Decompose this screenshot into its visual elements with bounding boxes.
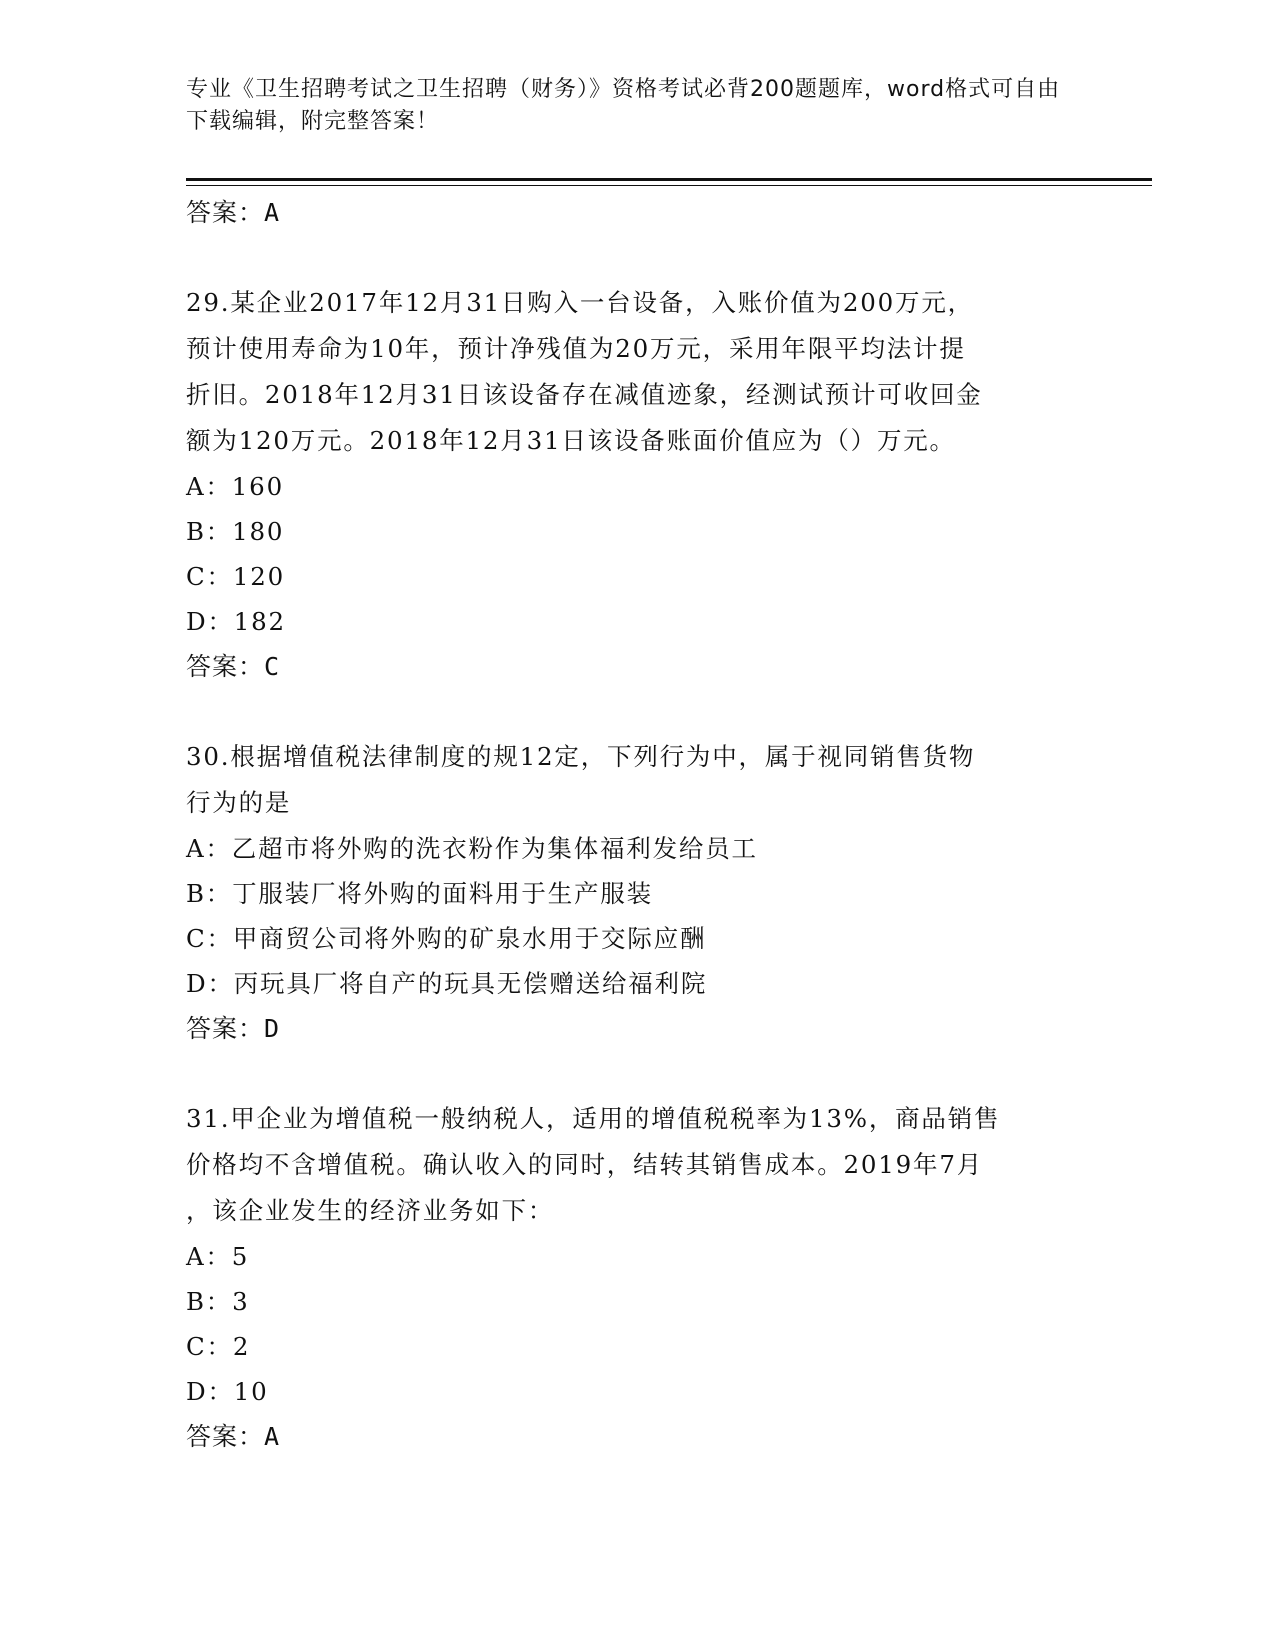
question-line: 31.甲企业为增值税一般纳税人，适用的增值税税率为13%，商品销售 bbox=[186, 1104, 1001, 1133]
question-text bbox=[186, 280, 1086, 464]
question-29 bbox=[186, 280, 1086, 690]
option-d: D：182 bbox=[186, 607, 286, 636]
answer-line: 答案：D bbox=[186, 1014, 281, 1043]
option-b: B：丁服装厂将外购的面料用于生产服装 bbox=[186, 879, 653, 908]
option-c: C：甲商贸公司将外购的矿泉水用于交际应酬 bbox=[186, 924, 707, 953]
question-list bbox=[186, 190, 1086, 1460]
option-a: A：乙超市将外购的洗衣粉作为集体福利发给员工 bbox=[186, 834, 758, 863]
option-a: A：160 bbox=[186, 472, 284, 501]
header-rule-thin bbox=[186, 185, 1152, 186]
question-line: 29.某企业2017年12月31日购入一台设备，入账价值为200万元， bbox=[186, 288, 974, 317]
question-line: 预计使用寿命为10年，预计净残值为20万元，采用年限平均法计提 bbox=[186, 334, 966, 363]
answer-line: 答案：A bbox=[186, 198, 281, 227]
option-b: B：180 bbox=[186, 517, 285, 546]
option-d: D：丙玩具厂将自产的玩具无偿赠送给福利院 bbox=[186, 969, 708, 998]
answer-line: 答案：C bbox=[186, 652, 281, 681]
header-rule-thick bbox=[186, 178, 1152, 181]
question-line: 额为120万元。2018年12月31日该设备账面价值应为（）万元。 bbox=[186, 426, 956, 455]
document-header: 专业《卫生招聘考试之卫生招聘（财务）》资格考试必背200题题库，word格式可自由下载编辑，附完整答案！ bbox=[186, 77, 1061, 134]
question-line: 行为的是 bbox=[186, 788, 292, 817]
answer-line: 答案：A bbox=[186, 1422, 281, 1451]
option-c: C：120 bbox=[186, 562, 286, 591]
question-text bbox=[186, 1096, 1086, 1234]
option-d: D：10 bbox=[186, 1377, 269, 1406]
question-31 bbox=[186, 1096, 1086, 1460]
option-c: C：2 bbox=[186, 1332, 251, 1361]
question-30 bbox=[186, 734, 1086, 1052]
option-b: B：3 bbox=[186, 1287, 250, 1316]
question-line: 折旧。2018年12月31日该设备存在减值迹象，经测试预计可收回金 bbox=[186, 380, 983, 409]
option-a: A：5 bbox=[186, 1242, 250, 1271]
question-line: ，该企业发生的经济业务如下： bbox=[186, 1196, 555, 1225]
question-line: 价格均不含增值税。确认收入的同时，结转其销售成本。2019年7月 bbox=[186, 1150, 984, 1179]
question-text bbox=[186, 734, 1086, 826]
question-line: 30.根据增值税法律制度的规12定，下列行为中，属于视同销售货物 bbox=[186, 742, 976, 771]
